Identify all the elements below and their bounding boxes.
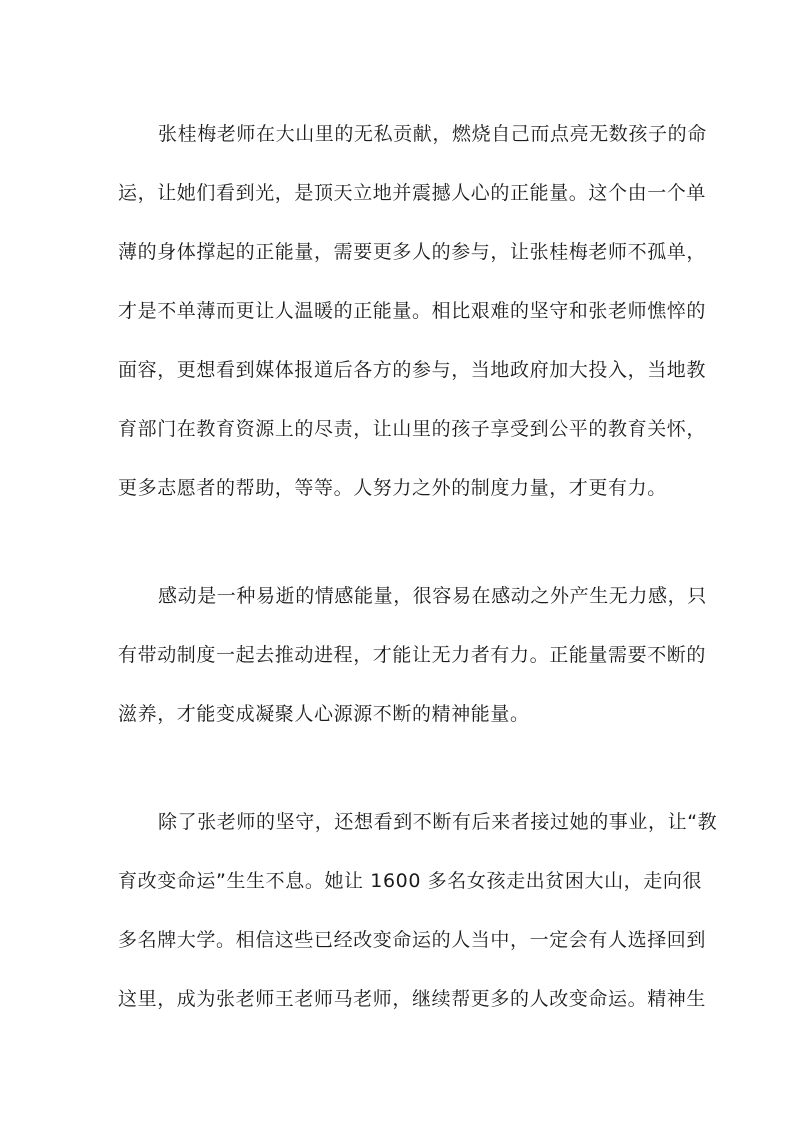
text-line: 薄的身体撑起的正能量，需要更多人的参与，让张桂梅老师不孤单， [118,241,707,263]
text-line: 多名牌大学。相信这些已经改变命运的人当中，一定会有人选择回到 [118,929,707,951]
text-line: 除了张老师的坚守，还想看到不断有后来者接过她的事业，让“教 [158,811,718,833]
text-line: 感动是一种易逝的情感能量，很容易在感动之外产生无力感，只 [158,585,707,607]
paragraph-3 [118,793,718,1029]
text-line: 这里，成为张老师王老师马老师，继续帮更多的人改变命运。精神生 [118,988,707,1010]
text-line: 面容，更想看到媒体报道后各方的参与，当地政府加大投入，当地教 [118,359,707,381]
text-line: 滋养，才能变成凝聚人心源源不断的精神能量。 [118,703,530,725]
text-line: 育改变命运”生生不息。她让 1600 多名女孩走出贫困大山，走向很 [118,870,703,892]
text-line: 张桂梅老师在大山里的无私贡献，燃烧自己而点亮无数孩子的命 [158,123,707,145]
text-line: 育部门在教育资源上的尽责，让山里的孩子享受到公平的教育关怀， [118,418,707,440]
paragraph-2 [118,567,707,744]
text-line: 更多志愿者的帮助，等等。人努力之外的制度力量，才更有力。 [118,477,667,499]
paragraph-1 [118,105,707,518]
document-body [118,105,718,1078]
text-line: 有带动制度一起去推动进程，才能让无力者有力。正能量需要不断的 [118,644,707,666]
text-line: 才是不单薄而更让人温暖的正能量。相比艰难的坚守和张老师憔悴的 [118,300,707,322]
text-line: 运，让她们看到光，是顶天立地并震撼人心的正能量。这个由一个单 [118,182,707,204]
